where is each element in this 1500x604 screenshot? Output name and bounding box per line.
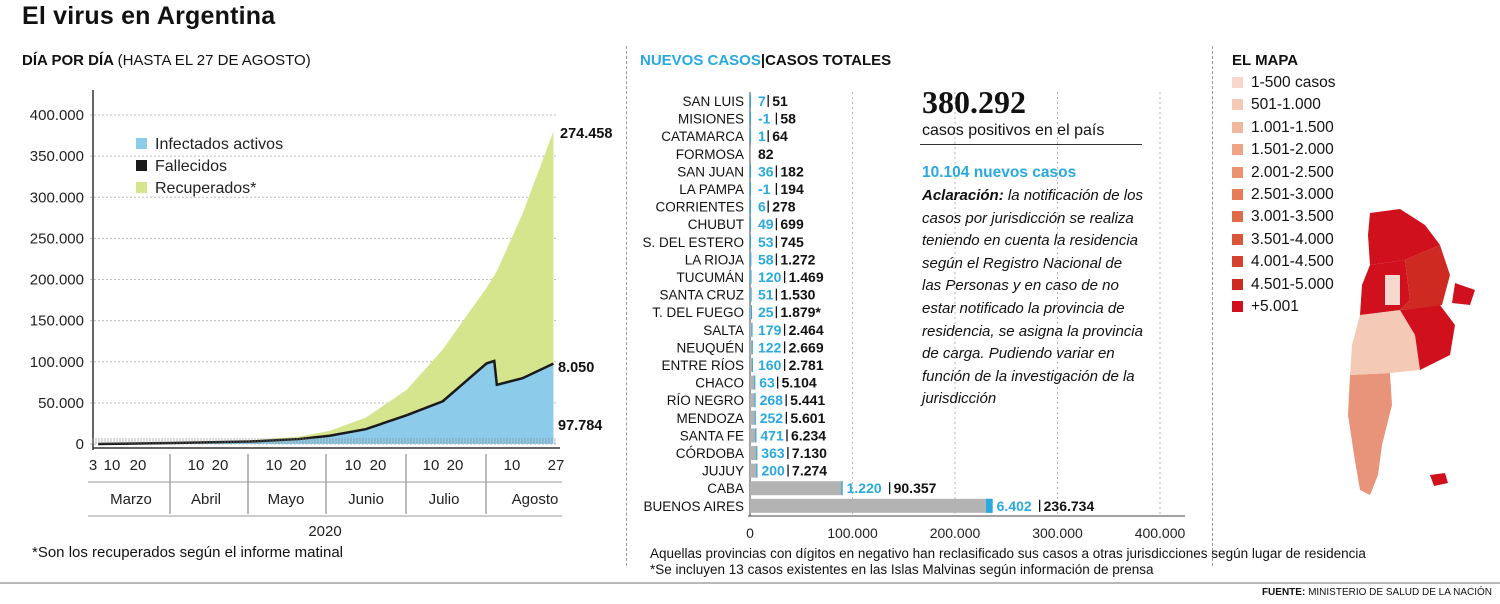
legend-swatch — [136, 182, 147, 193]
new-cases-label: 49 — [758, 216, 774, 233]
map-legend-label: 3.501-4.000 — [1251, 230, 1334, 248]
y-tick-label: 50.000 — [38, 394, 84, 412]
new-cases-label: 53 — [758, 233, 774, 250]
total-cases-label: 699 — [780, 216, 804, 233]
x-day-tick: 3 — [88, 457, 98, 474]
x-day-tick: 20 — [129, 457, 147, 474]
map-legend-item — [1232, 119, 1334, 137]
map-legend-swatch — [1232, 99, 1243, 110]
map-legend-swatch — [1232, 301, 1243, 312]
map-legend-swatch — [1232, 211, 1243, 222]
map-legend-item — [1232, 208, 1334, 226]
province-label: CÓRDOBA — [675, 446, 744, 461]
area-x-axis — [88, 448, 564, 540]
new-cases-label: 120 — [758, 269, 782, 285]
x-tick-label: 200.000 — [929, 525, 981, 541]
area-chart — [0, 80, 625, 545]
map-legend-label: 1-500 casos — [1251, 74, 1336, 91]
legend-label: Recuperados* — [155, 180, 257, 197]
map-legend-swatch — [1232, 256, 1243, 267]
new-cases-label: 25 — [758, 304, 774, 321]
new-cases-bar — [986, 499, 993, 513]
map-legend-item — [1232, 186, 1334, 204]
x-day-tick: 20 — [446, 457, 464, 474]
total-cases-label: 182 — [780, 163, 804, 180]
new-cases-label: 58 — [758, 251, 774, 268]
new-cases-label: 6.402 — [996, 497, 1032, 514]
total-cases-label: 7.130 — [791, 445, 827, 461]
x-day-tick: 10 — [344, 457, 362, 474]
total-cases-label: 278 — [772, 198, 796, 215]
province-label: SAN JUAN — [677, 164, 744, 180]
headline-total-label: casos positivos en el país — [922, 122, 1105, 139]
map-legend-label: 1.001-1.500 — [1251, 118, 1334, 136]
province-label: T. DEL FUEGO — [652, 305, 744, 321]
x-month-label: Marzo — [110, 491, 152, 508]
map-legend-swatch — [1232, 144, 1243, 155]
map-malvinas — [1430, 473, 1448, 486]
clarification-note — [922, 185, 1144, 411]
new-cases-label: 363 — [761, 445, 785, 461]
mid-title-sep: | — [760, 52, 766, 69]
total-cases-label: 82 — [758, 145, 774, 162]
total-cases-label: 51 — [772, 93, 788, 109]
bar-x-axis — [746, 516, 1185, 541]
new-cases-label: 36 — [758, 163, 774, 180]
province-label: LA PAMPA — [679, 182, 744, 197]
new-cases-bar — [751, 305, 752, 319]
x-day-tick: 10 — [265, 457, 283, 474]
province-label: BUENOS AIRES — [643, 498, 744, 514]
total-bar — [750, 446, 757, 460]
map-legend-swatch — [1232, 279, 1243, 290]
map-legend-item — [1232, 253, 1334, 271]
total-cases-label: 2.781 — [788, 357, 824, 373]
province-label: MENDOZA — [676, 410, 744, 426]
new-cases-bar — [756, 446, 757, 460]
new-cases-bar — [750, 235, 751, 249]
new-cases-bar — [754, 376, 755, 390]
mid-title-new: NUEVOS CASOS — [640, 52, 761, 69]
province-label: CABA — [707, 481, 744, 497]
map-misiones — [1452, 283, 1475, 305]
map-legend-label: 2.001-2.500 — [1251, 163, 1334, 181]
new-cases-bar — [751, 288, 752, 302]
map-legend-label: 1.501-2.000 — [1251, 141, 1334, 159]
mid-title-total: CASOS TOTALES — [765, 52, 892, 69]
total-cases-label: 7.274 — [792, 462, 828, 479]
new-cases-bar — [752, 323, 753, 337]
new-cases-bar — [841, 481, 842, 495]
source-credit — [1262, 587, 1492, 598]
province-label: TUCUMÁN — [676, 270, 744, 285]
note-negative: Aquellas provincias con dígitos en negativo han reclasificado sus casos a otras jurisdicciones según lugar de residencia — [650, 546, 1366, 561]
total-cases-label: 90.357 — [893, 480, 937, 497]
total-cases-label: 5.104 — [781, 374, 817, 391]
total-bar — [750, 499, 993, 513]
new-cases-bar — [756, 464, 757, 478]
map-legend-swatch — [1232, 167, 1243, 178]
left-title-light: (HASTA EL 27 DE AGOSTO) — [117, 52, 311, 69]
recovered-footnote: *Son los recuperados según el informe matinal — [32, 544, 344, 561]
map-legend-item — [1232, 141, 1334, 159]
total-cases-label: 58 — [780, 110, 796, 127]
total-bar — [750, 481, 843, 495]
bottom-notes — [650, 546, 1366, 578]
area-legend — [136, 136, 283, 197]
y-tick-label: 200.000 — [29, 271, 84, 289]
legend-label: Infectados activos — [155, 136, 284, 153]
total-cases-label: 2.464 — [788, 321, 824, 338]
map-patagonia — [1348, 373, 1392, 495]
map-san-luis — [1385, 275, 1400, 305]
y-tick-label: 250.000 — [29, 230, 84, 248]
total-cases-label: 5.601 — [790, 409, 826, 426]
left-panel-title — [22, 52, 311, 69]
map-legend-item — [1232, 96, 1321, 114]
total-cases-label: 6.234 — [790, 427, 827, 444]
new-cases-bar — [755, 393, 756, 407]
new-cases-label: -1 — [758, 181, 771, 197]
y-tick-label: 150.000 — [29, 312, 84, 330]
x-month-label: Abril — [190, 491, 222, 508]
x-axis-year: 2020 — [308, 523, 342, 540]
map-legend-item — [1232, 298, 1299, 316]
total-cases-label: 5.441 — [790, 392, 826, 409]
new-cases-label: 160 — [758, 357, 782, 373]
clarification-bold: Aclaración: — [922, 187, 1004, 204]
legend-swatch — [136, 160, 147, 171]
new-cases-bar — [755, 411, 756, 425]
total-cases-label: 1.879* — [780, 304, 821, 321]
map-legend-label: 4.501-5.000 — [1251, 275, 1334, 293]
x-day-tick: 10 — [422, 457, 440, 474]
end-label-deaths: 8.050 — [558, 360, 595, 376]
x-day-tick: 20 — [289, 457, 307, 474]
source-text: MINISTERIO DE SALUD DE LA NACIÓN — [1308, 587, 1492, 598]
new-cases-label: 63 — [759, 374, 775, 391]
new-cases-label: 122 — [758, 339, 782, 356]
new-cases-bar — [750, 164, 751, 178]
clarification-text: la notificación de los casos por jurisdicción se realiza teniendo en cuenta la residencia según el Registro Nacional de las Personas y en caso de no estar notificado la provincia de residencia, se asigna la provincia de carga. Pudiendo variar en función de la investigación de la jurisdicción — [922, 187, 1143, 408]
note-malvinas: *Se incluyen 13 casos existentes en las Islas Malvinas según información de prensa — [650, 562, 1154, 577]
x-month-label: Junio — [348, 491, 384, 508]
end-label-recovered: 274.458 — [560, 126, 613, 142]
province-label: LA RIOJA — [684, 252, 744, 268]
end-label-active: 97.784 — [558, 418, 603, 434]
province-label: RÍO NEGRO — [666, 393, 744, 409]
x-tick-label: 400.000 — [1134, 525, 1186, 541]
map-legend-item — [1232, 276, 1334, 294]
legend-swatch — [136, 138, 147, 149]
x-day-tick: 27 — [547, 457, 565, 474]
new-cases-bar — [751, 270, 752, 284]
y-tick-label: 0 — [75, 436, 84, 453]
total-bar — [750, 464, 757, 478]
new-cases-label: 471 — [760, 427, 784, 444]
province-label: SALTA — [703, 322, 744, 338]
total-cases-label: 64 — [772, 128, 788, 145]
legend-label: Fallecidos — [155, 158, 228, 175]
new-cases-bar — [750, 94, 751, 108]
total-cases-label: 236.734 — [1043, 497, 1095, 514]
province-label: NEUQUÉN — [676, 340, 744, 356]
total-bar — [750, 147, 751, 161]
new-cases-label: 7 — [758, 93, 766, 109]
map-legend-item — [1232, 164, 1334, 182]
new-cases-label: 200 — [761, 462, 785, 479]
x-day-tick: 20 — [211, 457, 229, 474]
map-legend-item — [1232, 231, 1334, 249]
new-cases-label: 51 — [758, 286, 774, 303]
map-legend-label: 501-1.000 — [1251, 96, 1321, 114]
new-cases-label: 252 — [759, 409, 784, 426]
new-cases-bar — [750, 217, 751, 231]
province-label: CHUBUT — [687, 217, 744, 233]
map-legend-swatch — [1232, 122, 1243, 133]
argentina-map — [1330, 205, 1500, 505]
total-cases-label: 745 — [780, 233, 804, 250]
divider-right — [1212, 46, 1213, 566]
x-tick-label: 300.000 — [1032, 525, 1083, 541]
source-label: FUENTE: — [1261, 587, 1306, 598]
province-label: JUJUY — [701, 463, 744, 479]
total-cases-label: 2.669 — [788, 339, 824, 356]
new-cases-bar — [750, 182, 751, 196]
new-cases-bar — [750, 200, 751, 214]
x-day-tick: 10 — [103, 457, 121, 474]
map-panel-title: EL MAPA — [1232, 52, 1299, 69]
main-title: El virus en Argentina — [22, 2, 276, 30]
map-legend-swatch — [1232, 189, 1243, 200]
map-legend-item — [1232, 74, 1335, 92]
new-cases-label: 1.220 — [846, 480, 882, 497]
map-legend-label: 3.001-3.500 — [1251, 208, 1334, 226]
province-label: SANTA FE — [679, 428, 744, 444]
headline-rule — [920, 144, 1142, 145]
map-legend-swatch — [1232, 77, 1243, 88]
province-label: ENTRE RÍOS — [661, 358, 744, 373]
x-month-label: Julio — [428, 491, 460, 508]
new-cases-label: 1 — [758, 128, 766, 145]
new-cases-bar — [752, 340, 753, 354]
x-tick-label: 0 — [746, 525, 754, 541]
map-legend-label: 4.001-4.500 — [1251, 253, 1334, 271]
x-month-label: Agosto — [511, 491, 559, 508]
x-month-label: Mayo — [267, 491, 305, 508]
province-label: SAN LUIS — [682, 94, 744, 109]
province-label: S. DEL ESTERO — [642, 234, 744, 250]
map-legend-label: +5.001 — [1251, 298, 1299, 315]
province-label: CORRIENTES — [655, 199, 744, 215]
middle-panel-title — [640, 52, 891, 69]
province-label: CHACO — [695, 375, 744, 391]
x-tick-label: 100.000 — [827, 525, 878, 541]
x-day-tick: 20 — [369, 457, 387, 474]
new-cases-label: 179 — [758, 321, 782, 338]
y-tick-label: 100.000 — [29, 353, 84, 371]
x-day-tick: 10 — [503, 457, 521, 474]
map-legend-label: 2.501-3.000 — [1251, 186, 1334, 203]
total-cases-label: 194 — [780, 181, 804, 197]
y-tick-label: 400.000 — [29, 107, 84, 124]
total-cases-label: 1.272 — [780, 251, 816, 268]
bottom-rule — [0, 582, 1500, 584]
new-cases-label: -1 — [758, 110, 771, 127]
new-cases-label: 268 — [759, 392, 783, 409]
new-cases-label: 6 — [758, 198, 766, 215]
new-cases-bar — [750, 252, 751, 266]
new-cases-bar — [755, 428, 756, 442]
province-label: CATAMARCA — [661, 129, 744, 145]
total-cases-label: 1.469 — [788, 269, 824, 285]
province-label: SANTA CRUZ — [659, 287, 744, 303]
new-cases-text: 10.104 nuevos casos — [922, 164, 1077, 181]
new-cases-bar — [752, 358, 753, 372]
province-label: FORMOSA — [675, 146, 744, 162]
divider-left — [626, 46, 627, 566]
x-day-tick: 10 — [187, 457, 205, 474]
new-cases-bar — [750, 129, 751, 143]
total-cases-label: 1.530 — [780, 286, 816, 303]
province-label: MISIONES — [677, 111, 744, 127]
map-legend-swatch — [1232, 234, 1243, 245]
y-tick-label: 350.000 — [29, 148, 84, 166]
left-title-bold: DÍA POR DÍA — [22, 52, 114, 69]
new-cases-bar — [750, 112, 751, 126]
headline-total: 380.292 — [922, 84, 1026, 120]
y-tick-label: 300.000 — [29, 189, 84, 207]
